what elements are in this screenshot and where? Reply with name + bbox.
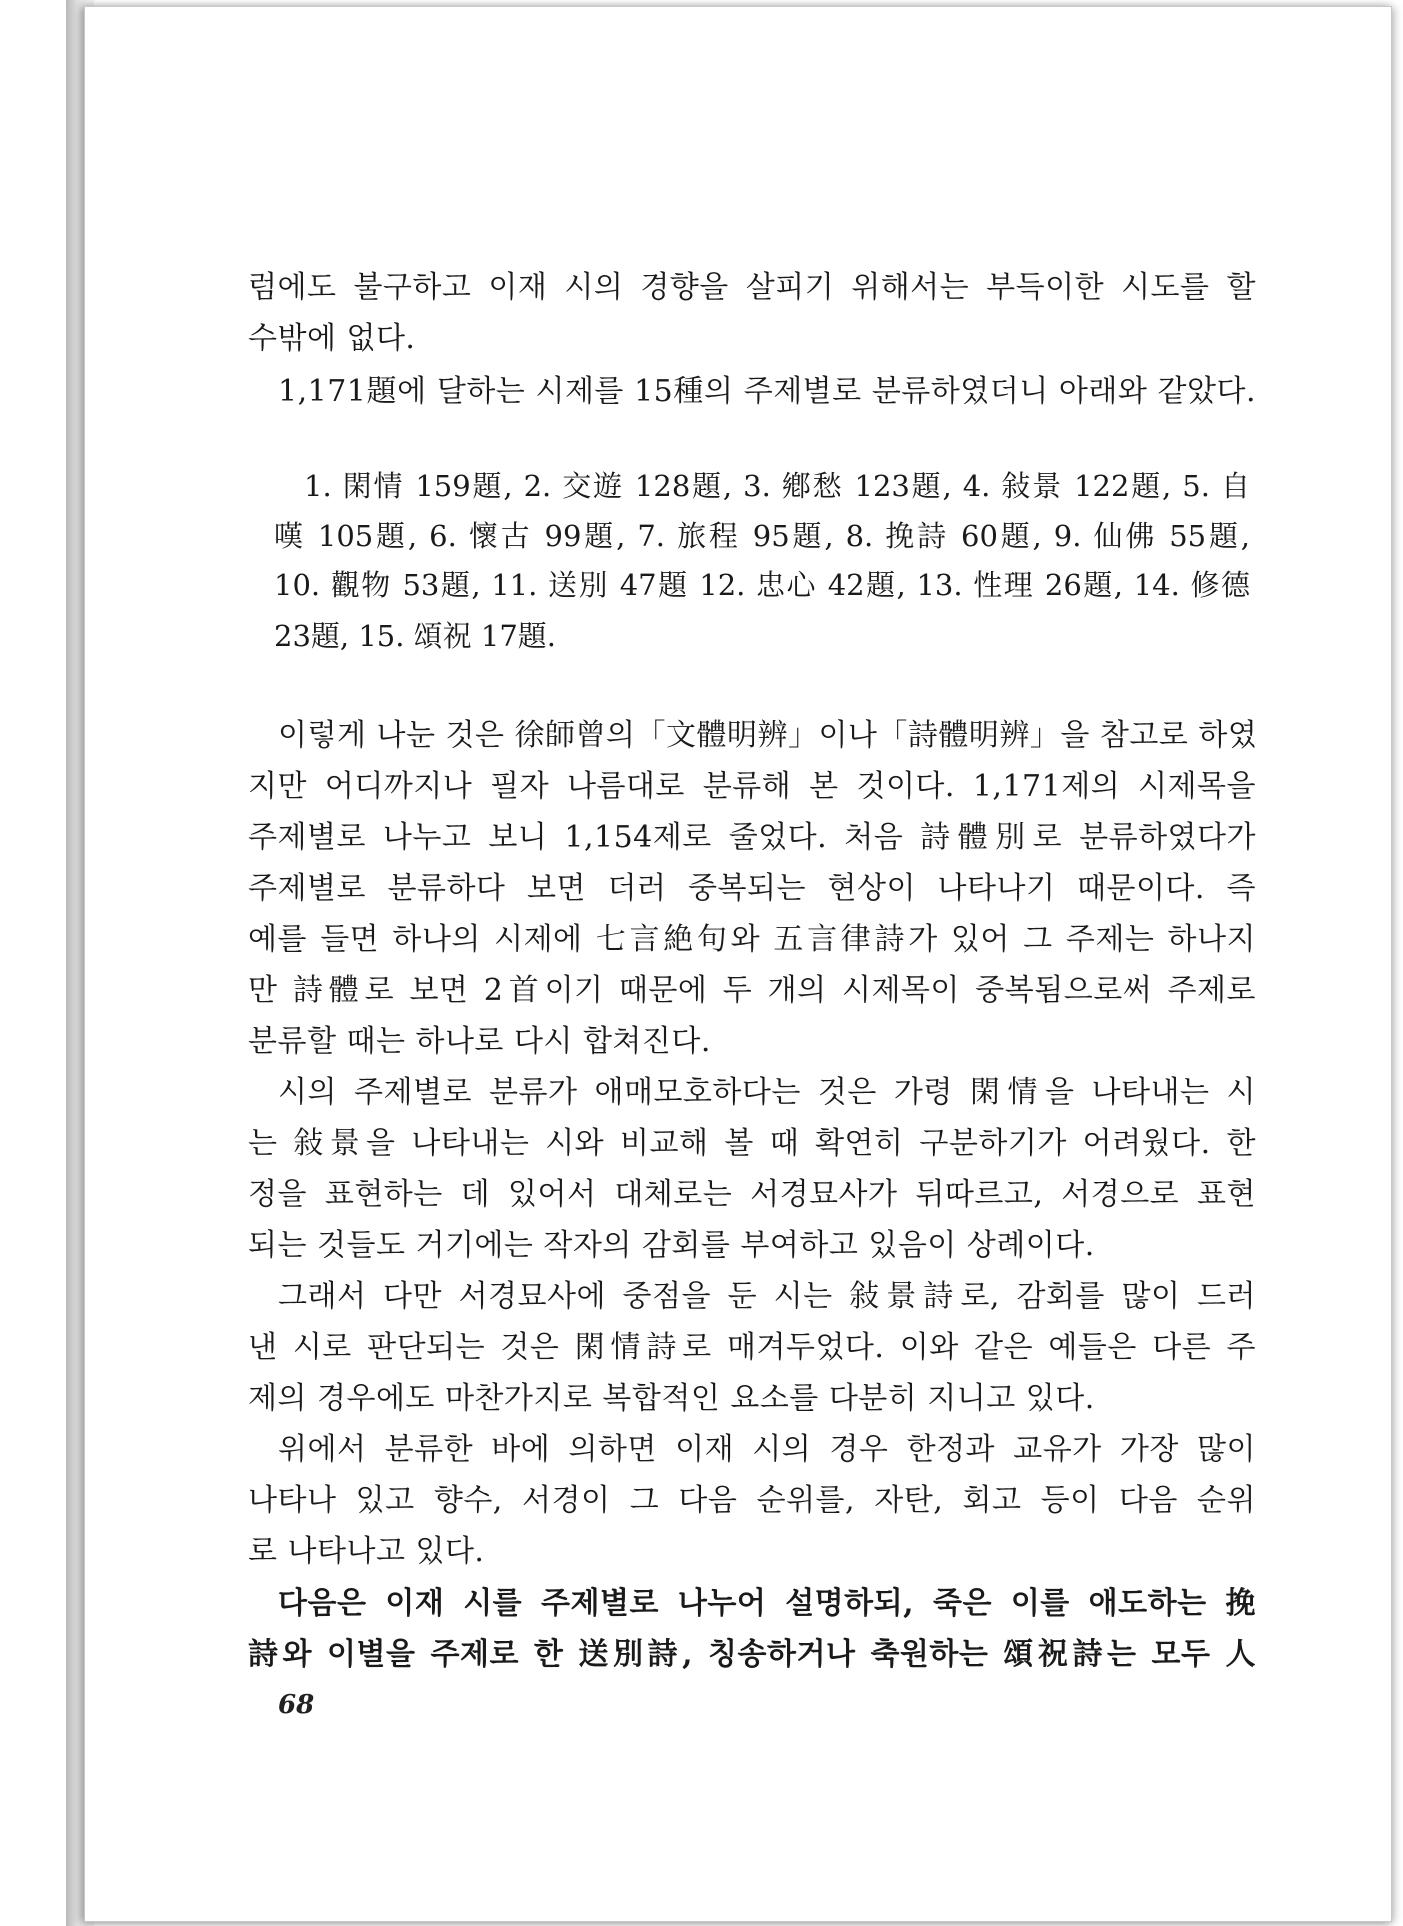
paragraph-3-line-3: 제의 경우에도 마찬가지로 복합적인 요소를 다분히 지니고 있다. xyxy=(248,1381,1095,1416)
intro-line-1: 럼에도 불구하고 이재 시의 경향을 살피기 위해서는 부득이한 시도를 할 xyxy=(248,270,1256,305)
paragraph-4-line-1: 위에서 분류한 바에 의하면 이재 시의 경우 한정과 교유가 가장 많이 xyxy=(278,1432,1256,1467)
category-list-line-2: 嘆 105題, 6. 懷古 99題, 7. 旅程 95題, 8. 挽詩 60題, 9. 仙佛 55題, xyxy=(274,519,1250,553)
paragraph-3-line-1: 그래서 다만 서경묘사에 중점을 둔 시는 敍景詩로, 감회를 많이 드러 xyxy=(278,1279,1256,1314)
paragraph-1-line-5: 예를 들면 하나의 시제에 七言絶句와 五言律詩가 있어 그 주제는 하나지 xyxy=(248,922,1256,957)
paragraph-1-line-6: 만 詩體로 보면 2首이기 때문에 두 개의 시제목이 중복됨으로써 주제로 xyxy=(248,973,1256,1008)
paragraph-1-line-2: 지만 어디까지나 필자 나름대로 분류해 본 것이다. 1,171제의 시제목을 xyxy=(248,769,1256,804)
paragraph-2-line-3: 정을 표현하는 데 있어서 대체로는 서경묘사가 뒤따르고, 서경으로 표현 xyxy=(248,1177,1256,1212)
paragraph-4-line-2: 나타나 있고 향수, 서경이 그 다음 순위를, 자탄, 회고 등이 다음 순위 xyxy=(248,1483,1256,1518)
paragraph-2-line-1: 시의 주제별로 분류가 애매모호하다는 것은 가령 閑情을 나타내는 시 xyxy=(278,1075,1256,1110)
paragraph-3-line-2: 낸 시로 판단되는 것은 閑情詩로 매겨두었다. 이와 같은 예들은 다른 주 xyxy=(248,1330,1256,1365)
intro-line-2: 수밖에 없다. xyxy=(248,321,416,356)
intro-line-3: 1,171題에 달하는 시제를 15種의 주제별로 분류하였더니 아래와 같았다. xyxy=(278,374,1256,409)
paragraph-1-line-1: 이렇게 나눈 것은 徐師曾의「文體明辨」이나「詩體明辨」을 참고로 하였 xyxy=(278,718,1258,753)
paragraph-5-line-1: 다음은 이재 시를 주제별로 나누어 설명하되, 죽은 이를 애도하는 挽 xyxy=(278,1586,1256,1621)
page-number: 68 xyxy=(278,1690,315,1720)
paragraph-4-line-3: 로 나타나고 있다. xyxy=(248,1534,485,1569)
paragraph-1-line-7: 분류할 때는 하나로 다시 합쳐진다. xyxy=(248,1024,711,1059)
category-list-line-3: 10. 觀物 53題, 11. 送別 47題 12. 忠心 42題, 13. 性理 26題, 14. 修德 xyxy=(274,568,1250,602)
paragraph-1-line-3: 주제별로 나누고 보니 1,154제로 줄었다. 처음 詩體別로 분류하였다가 xyxy=(248,820,1256,855)
paragraph-2-line-2: 는 敍景을 나타내는 시와 비교해 볼 때 확연히 구분하기가 어려웠다. 한 xyxy=(248,1126,1256,1161)
category-list-line-1: 1. 閑情 159題, 2. 交遊 128題, 3. 鄕愁 123題, 4. 敍景 122題, 5. 自 xyxy=(304,469,1250,503)
paragraph-2-line-4: 되는 것들도 거기에는 작자의 감회를 부여하고 있음이 상례이다. xyxy=(248,1228,1095,1263)
paragraph-1-line-4: 주제별로 분류하다 보면 더러 중복되는 현상이 나타나기 때문이다. 즉 xyxy=(248,871,1256,906)
paragraph-5-line-2: 詩와 이별을 주제로 한 送別詩, 칭송하거나 축원하는 頌祝詩는 모두 人 xyxy=(248,1637,1256,1672)
category-list-line-4: 23題, 15. 頌祝 17題. xyxy=(274,619,557,653)
